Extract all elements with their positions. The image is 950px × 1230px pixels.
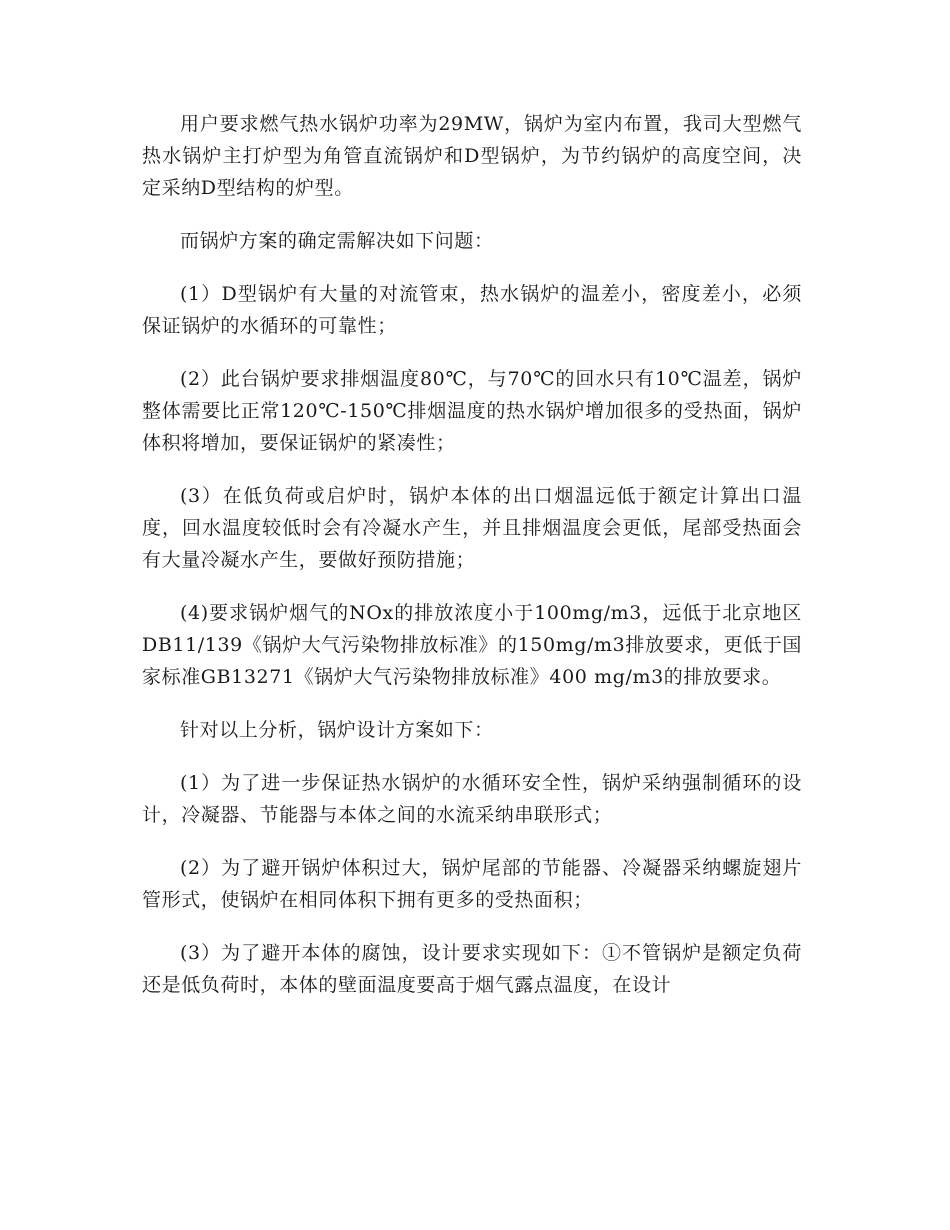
paragraph-solution-1: (1）为了进一步保证热水锅炉的水循环安全性，锅炉采纳强制循环的设计，冷凝器、节能器与本体之间的水流采纳串联形式； — [142, 772, 802, 826]
paragraph-solution-2: (2）为了避开锅炉体积过大，锅炉尾部的节能器、冷凝器采纳螺旋翅片管形式，使锅炉在相同体积下拥有更多的受热面积； — [142, 857, 802, 911]
paragraph-problems-heading: 而锅炉方案的确定需解决如下问题： — [180, 230, 494, 252]
paragraph-problem-3: (3）在低负荷或启炉时，锅炉本体的出口烟温远低于额定计算出口温度，回水温度较低时会有冷凝水产生，并且排烟温度会更低，尾部受热面会有大量冷凝水产生，要做好预防措施； — [142, 485, 802, 571]
paragraph-problem-2: (2）此台锅炉要求排烟温度80℃，与70℃的回水只有10℃温差，锅炉整体需要比正常120℃-150℃排烟温度的热水锅炉增加很多的受热面，锅炉体积将增加，要保证锅炉的紧凑性； — [142, 368, 802, 454]
paragraph-intro: 用户要求燃气热水锅炉功率为29MW，锅炉为室内布置，我司大型燃气热水锅炉主打炉型为角管直流锅炉和D型锅炉，为节约锅炉的高度空间，决定采纳D型结构的炉型。 — [142, 113, 802, 199]
paragraph-problem-1: (1）D型锅炉有大量的对流管束，热水锅炉的温差小，密度差小，必须保证锅炉的水循环的可靠性； — [142, 283, 802, 337]
paragraph-problem-4: (4)要求锅炉烟气的NOx的排放浓度小于100mg/m3，远低于北京地区DB11/139《锅炉大气污染物排放标准》的150mg/m3排放要求，更低于国家标准GB13271《锅炉大气污染物排放标准》400 mg/m3的排放要求。 — [142, 602, 802, 688]
document-body — [142, 108, 802, 1022]
paragraph-solution-3: (3）为了避开本体的腐蚀，设计要求实现如下：①不管锅炉是额定负荷还是低负荷时，本体的壁面温度要高于烟气露点温度，在设计 — [142, 942, 802, 996]
paragraph-solutions-heading: 针对以上分析，锅炉设计方案如下： — [180, 719, 494, 741]
